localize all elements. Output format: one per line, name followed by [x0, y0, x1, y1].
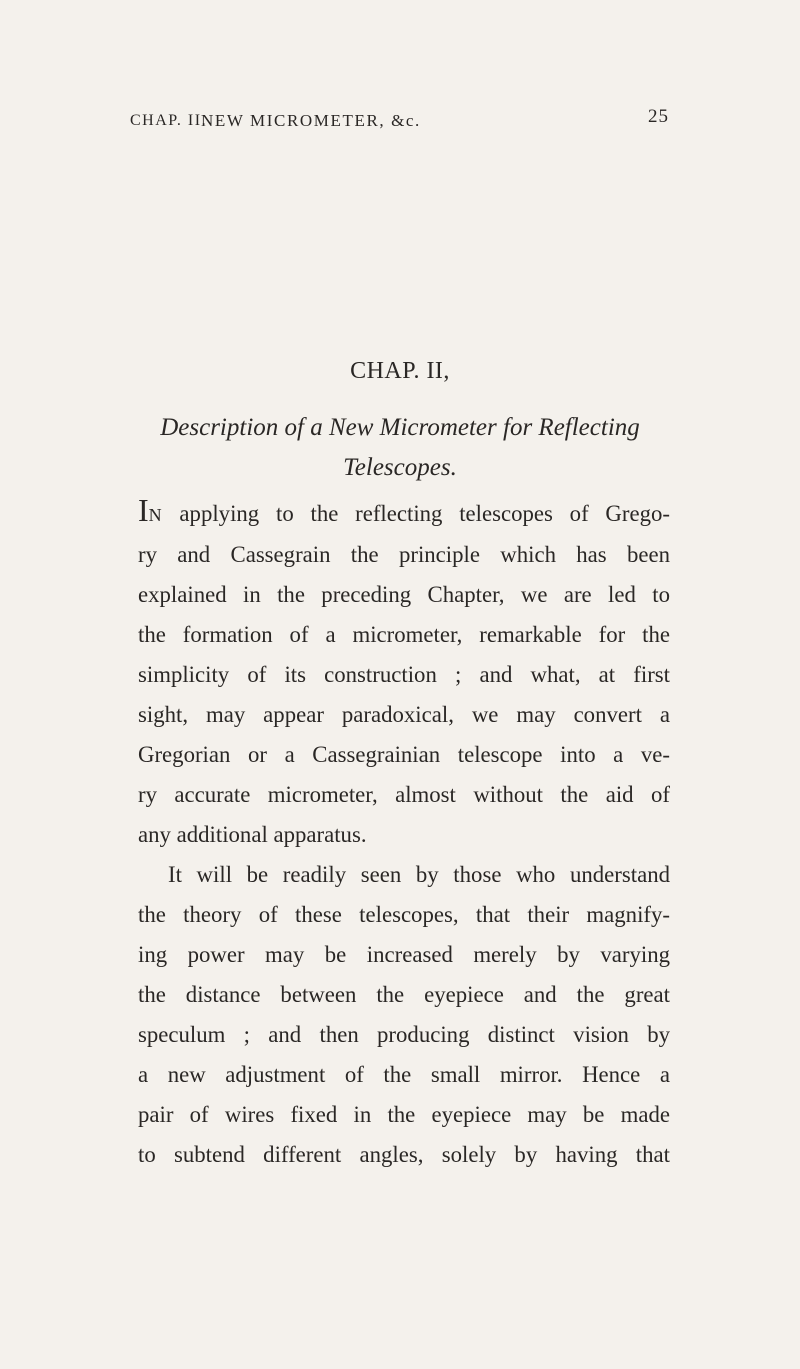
chapter-title: CHAP. II, [350, 358, 450, 384]
text-line: the theory of these telescopes, that their magnify- [138, 902, 670, 927]
text-line: a new adjustment of the small mirror. Hence a [138, 1062, 670, 1087]
paragraph-2-line-1: It will be readily seen by those who understand [168, 862, 670, 887]
text-line: explained in the preceding Chapter, we are led to [138, 582, 670, 607]
chapter-subtitle [0, 408, 800, 488]
text-line: applying to the reflecting telescopes of Grego- [162, 501, 670, 526]
text-line: to subtend different angles, solely by having that [138, 1142, 670, 1167]
page-number: 25 [648, 106, 669, 127]
text-line: ing power may be increased merely by varying [138, 942, 670, 967]
drop-cap: I [138, 492, 149, 528]
running-head-chapter: CHAP. II. [130, 112, 208, 129]
text-line: speculum ; and then producing distinct vision by [138, 1022, 670, 1047]
paragraph-1-line-1 [138, 490, 670, 535]
subtitle-line-1: Description of a New Micrometer for Reflecting [160, 414, 640, 441]
text-line: any additional apparatus. [138, 822, 367, 847]
text-line: simplicity of its construction ; and what, at first [138, 662, 670, 687]
text-line: sight, may appear paradoxical, we may convert a [138, 702, 670, 727]
body-text [138, 490, 670, 1175]
text-line: ry and Cassegrain the principle which has been [138, 542, 670, 567]
text-line: the formation of a micrometer, remarkable for the [138, 622, 670, 647]
running-head [130, 106, 680, 136]
text-line: the distance between the eyepiece and the great [138, 982, 670, 1007]
text-line: ry accurate micrometer, almost without the aid of [138, 782, 670, 807]
text-line: pair of wires fixed in the eyepiece may be made [138, 1102, 670, 1127]
running-head-title: NEW MICROMETER, &c. [201, 111, 421, 130]
subtitle-line-2: Telescopes. [343, 454, 457, 481]
small-cap: N [148, 505, 163, 525]
text-line: Gregorian or a Cassegrainian telescope into a ve- [138, 742, 670, 767]
